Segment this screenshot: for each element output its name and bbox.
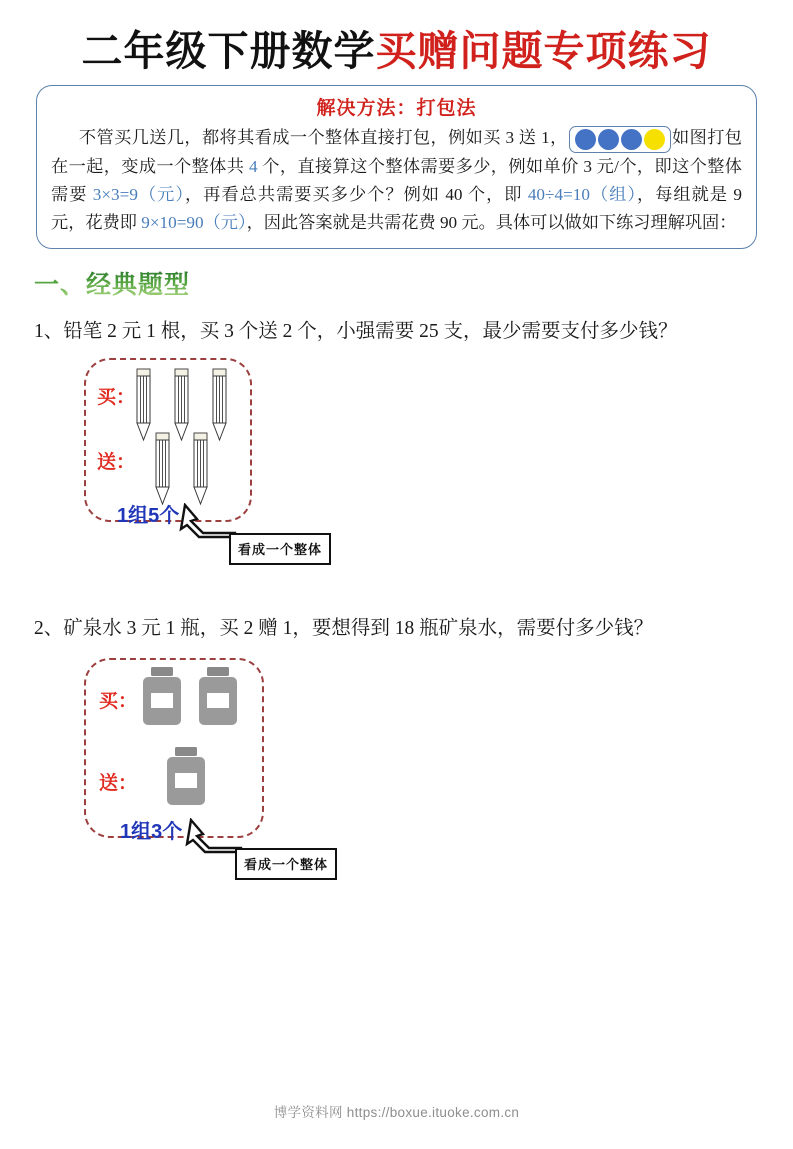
- question-1-figure: [84, 358, 761, 568]
- worksheet-page: [0, 28, 793, 1149]
- section-heading: 一、经典题型: [34, 265, 190, 301]
- section-heading-wrap: [32, 249, 761, 307]
- chip-blue-1: [575, 129, 596, 150]
- method-line-1: 不管买几送几，都将其看成一个整体直接打包，例如买 3 送 1，: [78, 128, 568, 148]
- method-formula-total: 9×10=90（元）: [141, 212, 247, 232]
- page-title: [32, 28, 761, 75]
- method-line-5b: ，因此答案就是共需花费 90 元。具体可以做如下练习理解巩固：: [246, 212, 737, 232]
- chip-blue-3: [621, 129, 642, 150]
- method-formula-groups: 40÷4=10（组）: [527, 185, 637, 204]
- pencil-icon-buy-1: [136, 368, 151, 442]
- page-title-black: 二年级下册数学: [81, 28, 376, 74]
- question-2-text: 2、矿泉水 3 元 1 瓶，买 2 赠 1，要想得到 18 瓶矿泉水，需要付多少钱？: [34, 618, 654, 640]
- method-line-3b: ，再看总共需要买多少个？例如 40 个，即: [185, 185, 528, 204]
- q1-buy-label: 买：: [97, 387, 136, 409]
- pencil-icon-buy-2: [174, 368, 189, 442]
- q2-buy-label: 买：: [99, 690, 138, 712]
- bottle-icon-free-1: [164, 746, 208, 808]
- method-line-2b: 个，直接算这个整体需要多少，例如单价 3 元/个，即这个整体需要: [51, 157, 742, 204]
- pencil-icon-buy-3: [212, 368, 227, 442]
- method-line-4b: ，每组就是 9 元，花费即: [51, 185, 742, 232]
- footer-watermark: 博学资料网 https://boxue.ituoke.com.cn: [273, 1105, 520, 1120]
- method-line-2a: 如图打包在一起，变成一个整体共: [51, 128, 742, 177]
- pencil-icon-free-1: [155, 432, 170, 506]
- bottle-icon-buy-2: [196, 666, 240, 728]
- page-title-red: 买赠问题专项练习: [375, 28, 712, 74]
- question-2-figure: [84, 658, 761, 890]
- method-heading: 解决方法：打包法: [316, 98, 477, 120]
- question-1-text: 1、铅笔 2 元 1 根，买 3 个送 2 个，小强需要 25 支，最少需要支付多少钱？: [34, 320, 678, 342]
- q1-free-label: 送：: [97, 452, 136, 474]
- pencil-icon-free-2: [193, 432, 208, 506]
- method-body: [51, 124, 742, 237]
- method-highlight-count: 4: [249, 157, 258, 177]
- bottle-icon-buy-1: [140, 666, 184, 728]
- chip-yellow-1: [644, 129, 665, 150]
- q1-group-count: 1组5个: [117, 505, 180, 528]
- chip-blue-2: [598, 129, 619, 150]
- q2-free-label: 送：: [99, 772, 138, 794]
- q2-callout-box: 看成一个整体: [235, 848, 337, 880]
- method-info-box: [36, 85, 757, 249]
- package-sample-icon: [569, 126, 671, 153]
- q1-callout-box: 看成一个整体: [229, 533, 331, 565]
- q2-group-count: 1组3个: [120, 820, 183, 843]
- method-formula-unit-price: 3×3=9（元）: [92, 185, 186, 204]
